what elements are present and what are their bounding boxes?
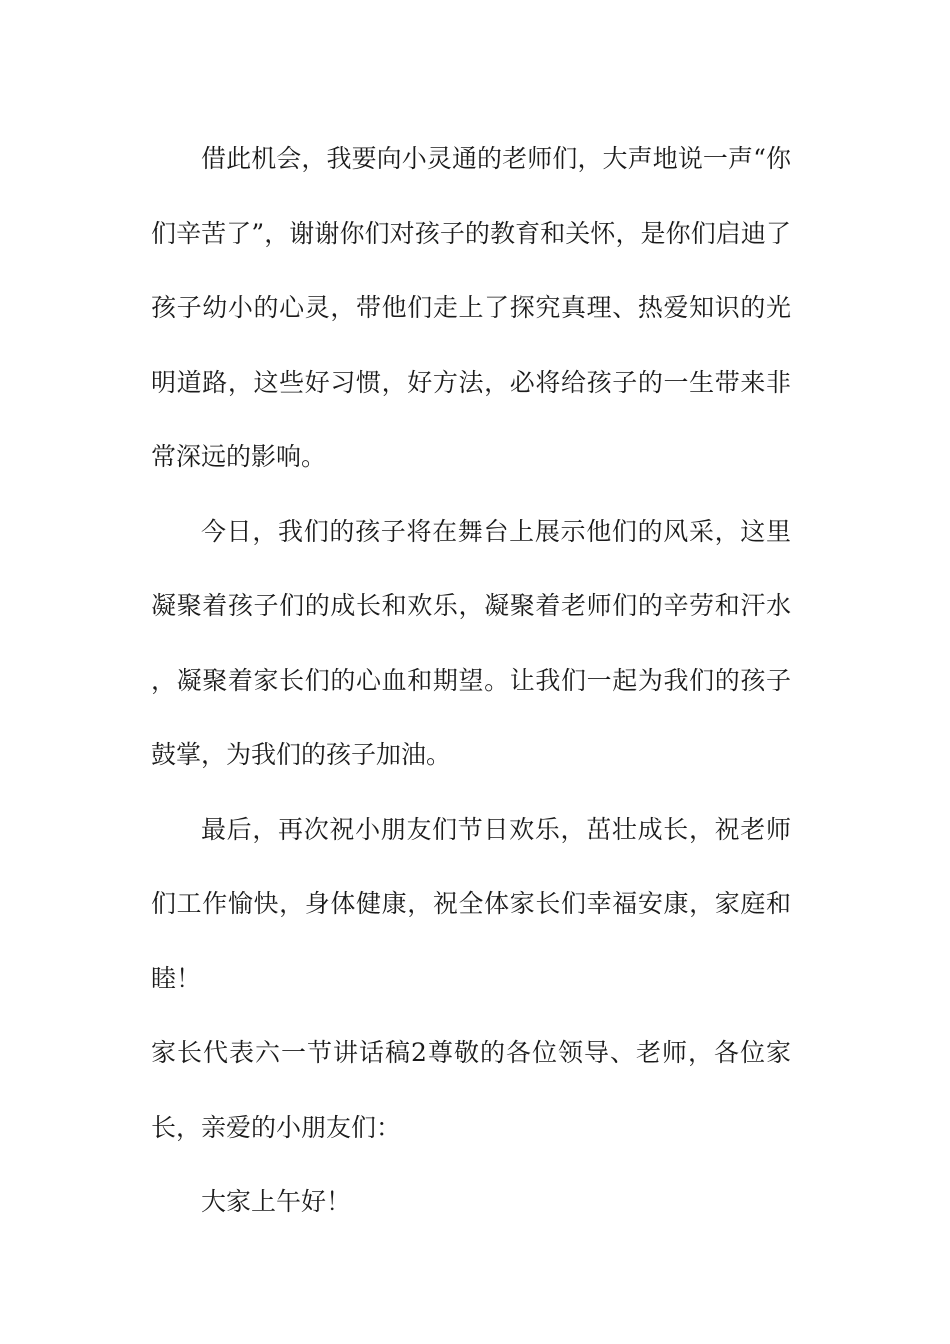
paragraph-thanks-teachers: 借此机会，我要向小灵通的老师们，大声地说一声“你们辛苦了”，谢谢你们对孩子的教育和关怀，是你们启迪了孩子幼小的心灵，带他们走上了探究真理、热爱知识的光明道路，这些好习惯，好方法，必将给孩子的一生带来非常深远的影响。 xyxy=(151,144,791,471)
paragraph-speech-title-salutation: 家长代表六一节讲话稿2尊敬的各位领导、老师，各位家长，亲爱的小朋友们： xyxy=(151,1038,791,1142)
paragraph-greeting: 大家上午好！ xyxy=(201,1187,352,1216)
paragraph-stage-performance: 今日，我们的孩子将在舞台上展示他们的风采，这里凝聚着孩子们的成长和欢乐，凝聚着老师们的辛劳和汗水，凝聚着家长们的心血和期望。让我们一起为我们的孩子鼓掌，为我们的孩子加油。 xyxy=(151,516,791,769)
document-body xyxy=(151,122,791,1240)
paragraph-closing-wishes: 最后，再次祝小朋友们节日欢乐，茁壮成长，祝老师们工作愉快，身体健康，祝全体家长们幸福安康，家庭和睦！ xyxy=(151,814,791,993)
